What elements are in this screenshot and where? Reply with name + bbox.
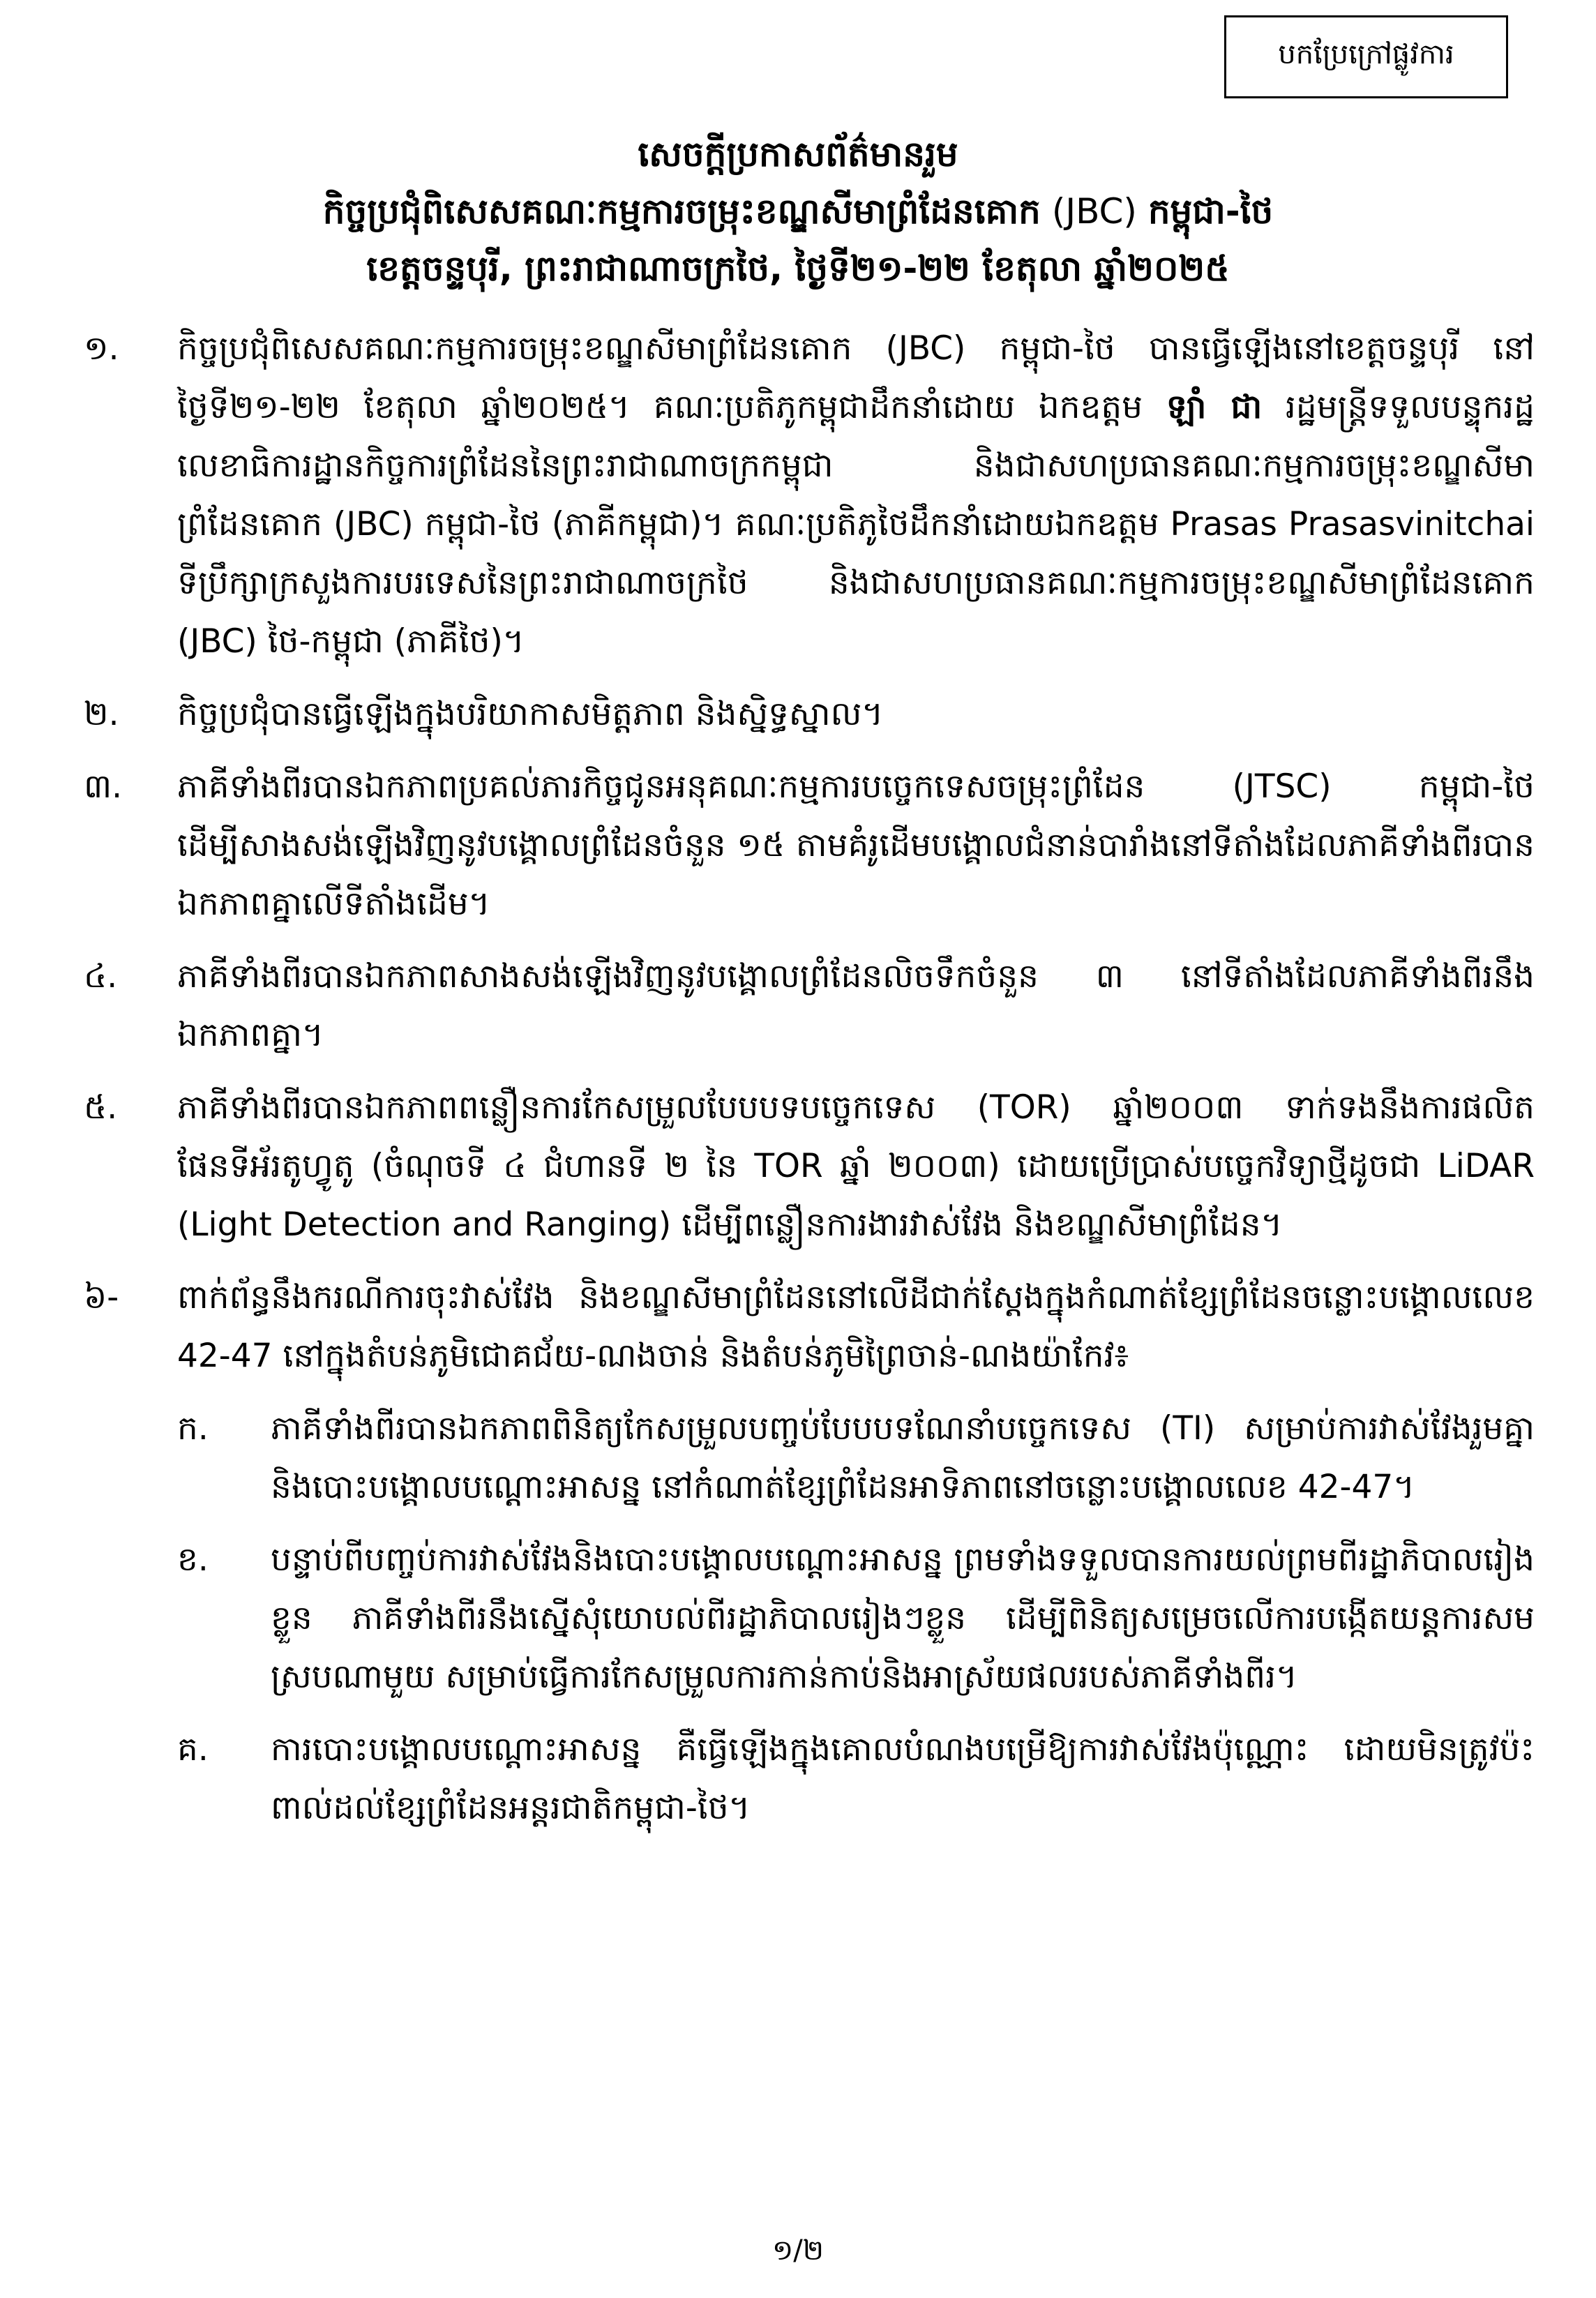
paragraph-number: ៤. bbox=[84, 957, 118, 996]
paragraph-2 bbox=[84, 685, 1535, 744]
header-countries: កម្ពុជា-ថៃ bbox=[1147, 191, 1274, 232]
subparagraph-letter: ខ. bbox=[177, 1540, 209, 1579]
header-place-date: ខេត្តចន្ទបុរី, ព្រះរាជាណាចក្រថៃ, ថ្ងៃទី២១-២២ ខែតុលា ឆ្នាំ២០២៥ bbox=[366, 248, 1230, 289]
subparagraph-text: ការបោះបង្គោលបណ្តោះអាសន្ន គឺធ្វើឡើងក្នុងគោលបំណងបម្រើឱ្យការវាស់វែងប៉ុណ្ណោះ ដោយមិនត្រូវប៉ះពាល់ដល់ខ្សែព្រំដែនអន្តរជាតិកម្ពុជា-ថៃ។ bbox=[271, 1730, 1535, 1827]
header-meeting-name: កិច្ចប្រជុំពិសេសគណៈកម្មការចម្រុះខណ្ឌសីមាព្រំដែនគោក bbox=[322, 191, 1041, 232]
subparagraph-letter: គ. bbox=[177, 1730, 209, 1768]
header-title: សេចក្តីប្រកាសព័ត៌មានរួម bbox=[638, 134, 958, 174]
paragraph-3 bbox=[84, 758, 1535, 933]
header-jbc: (JBC) bbox=[1040, 191, 1148, 232]
paragraph-number: ៦- bbox=[84, 1278, 119, 1316]
paragraph-5 bbox=[84, 1079, 1535, 1254]
unofficial-translation-stamp bbox=[1224, 15, 1508, 98]
paragraph-4 bbox=[84, 947, 1535, 1065]
paragraph-text: ភាគីទាំងពីរបានឯកភាពប្រគល់ភារកិច្ចជូនអនុគណៈកម្មការបច្ចេកទេសចម្រុះព្រំដែន (JTSC) កម្ពុជា-ថៃ ដើម្បីសាងសង់ឡើងវិញនូវបង្គោលព្រំដែនចំនួន ១៥ តាមគំរូដើមបង្គោលជំនាន់បារាំងនៅទីតាំងដែលភាគីទាំងពីរបានឯកភាពគ្នាលើទីតាំងដើម។ bbox=[177, 767, 1535, 923]
paragraph-text: កិច្ចប្រជុំពិសេសគណៈកម្មការចម្រុះខណ្ឌសីមាព្រំដែនគោក (JBC) កម្ពុជា-ថៃ បានធ្វើឡើងនៅខេត្តចន្ទបុរី នៅថ្ងៃទី២១-២២ ខែតុលា ឆ្នាំ២០២៥។ គណៈប្រតិភូកម្ពុជាដឹកនាំដោយ ឯកឧត្តម ឡាំ ជា រដ្ឋមន្ត្រីទទួលបន្ទុករដ្ឋលេខាធិការដ្ឋានកិច្ចការព្រំដែននៃព្រះរាជាណាចក្រកម្ពុជា និងជាសហប្រធានគណៈកម្មការចម្រុះខណ្ឌសីមាព្រំដែនគោក (JBC) កម្ពុជា-ថៃ (ភាគីកម្ពុជា)។ គណៈប្រតិភូថៃដឹកនាំដោយឯកឧត្តម Prasas Prasasvinitchai ទីប្រឹក្សាក្រសួងការបរទេសនៃព្រះរាជាណាចក្រថៃ និងជាសហប្រធានគណៈកម្មការចម្រុះខណ្ឌសីមាព្រំដែនគោក (JBC) ថៃ-កម្ពុជា (ភាគីថៃ)។ bbox=[177, 329, 1535, 661]
paragraph-1 bbox=[84, 320, 1535, 671]
paragraph-number: ១. bbox=[84, 329, 119, 368]
subparagraph-ka bbox=[177, 1399, 1535, 1517]
bold-name: ឡាំ ជា bbox=[1166, 388, 1263, 426]
paragraph-text: កិច្ចប្រជុំបានធ្វើឡើងក្នុងបរិយាកាសមិត្តភាព និងស្និទ្ធស្នាល។ bbox=[177, 695, 884, 733]
paragraph-6 bbox=[84, 1268, 1535, 1385]
paragraph-number: ៣. bbox=[84, 767, 123, 806]
subparagraph-text: ភាគីទាំងពីរបានឯកភាពពិនិត្យកែសម្រួលបញ្ចប់បែបបទណែនាំបច្ចេកទេស (TI) សម្រាប់ការវាស់វែងរួមគ្នា និងបោះបង្គោលបណ្តោះអាសន្ន នៅកំណាត់ខ្សែព្រំដែនអាទិភាពនៅចន្លោះបង្គោលលេខ 42-47។ bbox=[271, 1409, 1535, 1506]
subparagraph-ko bbox=[177, 1720, 1535, 1838]
paragraph-text: ភាគីទាំងពីរបានឯកភាពពន្លឿនការកែសម្រួលបែបបទបច្ចេកទេស (TOR) ឆ្នាំ២០០៣ ទាក់ទងនឹងការផលិតផែនទីអ័រតូហ្វូតូ (ចំណុចទី ៤ ជំហានទី ២ នៃ TOR ឆ្នាំ ២០០៣) ដោយប្រើប្រាស់បច្ចេកវិទ្យាថ្មីដូចជា LiDAR (Light Detection and Ranging) ដើម្បីពន្លឿនការងារវាស់វែង និងខណ្ឌសីមាព្រំដែន។ bbox=[177, 1088, 1535, 1244]
subparagraph-letter: ក. bbox=[177, 1409, 209, 1448]
document-header bbox=[91, 126, 1505, 297]
subparagraph-kha bbox=[177, 1531, 1535, 1706]
paragraph-text: ភាគីទាំងពីរបានឯកភាពសាងសង់ឡើងវិញនូវបង្គោលព្រំដែនលិចទឹកចំនួន ៣ នៅទីតាំងដែលភាគីទាំងពីរនឹងឯកភាពគ្នា។ bbox=[177, 957, 1535, 1054]
paragraph-number: ២. bbox=[84, 695, 119, 733]
subparagraph-text: បន្ទាប់ពីបញ្ចប់ការវាស់វែងនិងបោះបង្គោលបណ្តោះអាសន្ន ព្រមទាំងទទួលបានការយល់ព្រមពីរដ្ឋាភិបាលរៀងខ្លួន ភាគីទាំងពីរនឹងស្នើសុំយោបល់ពីរដ្ឋាភិបាលរៀងៗខ្លួន ដើម្បីពិនិត្យសម្រេចលើការបង្កើតយន្តការសមស្របណាមួយ សម្រាប់ធ្វើការកែសម្រួលការកាន់កាប់និងអាស្រ័យផលរបស់ភាគីទាំងពីរ។ bbox=[271, 1540, 1535, 1696]
page-number: ១/២ bbox=[771, 2235, 825, 2267]
stamp-text: បកប្រែក្រៅផ្លូវការ bbox=[1278, 38, 1454, 70]
paragraph-text: ពាក់ព័ន្ធនឹងករណីការចុះវាស់វែង និងខណ្ឌសីមាព្រំដែននៅលើដីជាក់ស្តែងក្នុងកំណាត់ខ្សែព្រំដែនចន្លោះបង្គោលលេខ 42-47 នៅក្នុងតំបន់ភូមិជោគជ័យ-ណងចាន់ និងតំបន់ភូមិព្រៃចាន់-ណងយ៉ាកែវ៖ bbox=[177, 1278, 1535, 1375]
header-meeting-title bbox=[91, 183, 1505, 240]
paragraph-number: ៥. bbox=[84, 1088, 118, 1127]
document-body bbox=[84, 320, 1535, 1852]
